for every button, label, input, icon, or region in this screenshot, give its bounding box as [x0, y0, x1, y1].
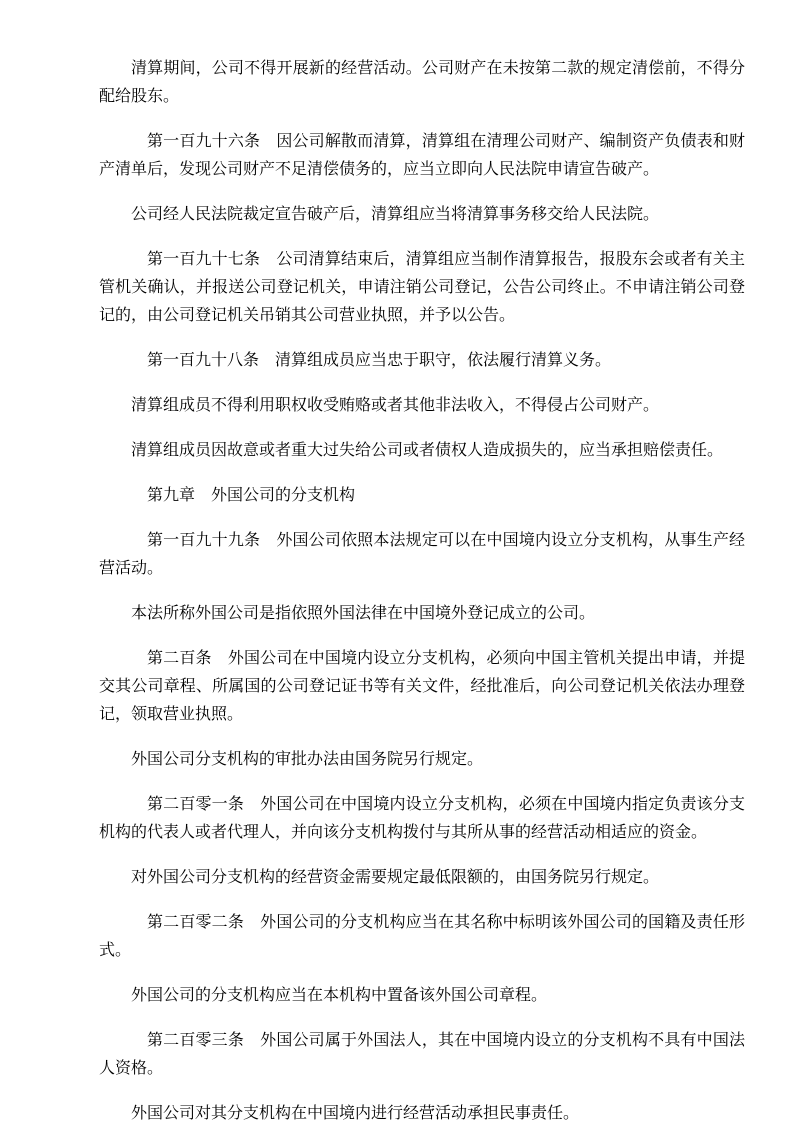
paragraph-compensation-liability: 清算组成员因故意或者重大过失给公司或者债权人造成损失的，应当承担赔偿责任。 — [131, 440, 724, 459]
paragraph-bankruptcy-transfer: 公司经人民法院裁定宣告破产后，清算组应当将清算事务移交给人民法院。 — [131, 204, 660, 223]
paragraph-article-199: 第一百九十九条 外国公司依照本法规定可以在中国境内设立分支机构，从事生产经营活动。 — [99, 530, 745, 577]
paragraph-approval-measures: 外国公司分支机构的审批办法由国务院另行规定。 — [131, 749, 484, 768]
paragraph-minimum-capital: 对外国公司分支机构的经营资金需要规定最低限额的，由国务院另行规定。 — [131, 867, 660, 886]
paragraph-article-203: 第二百零三条 外国公司属于外国法人，其在中国境内设立的分支机构不具有中国法人资格。 — [99, 1030, 745, 1077]
paragraph-article-196: 第一百九十六条 因公司解散而清算，清算组在清理公司财产、编制资产负债表和财产清单后，发现公司财产不足清偿债务的，应当立即向人民法院申请宣告破产。 — [99, 131, 745, 178]
chapter-heading-9: 第九章 外国公司的分支机构 — [147, 485, 356, 504]
paragraph-article-198: 第一百九十八条 清算组成员应当忠于职守，依法履行清算义务。 — [147, 350, 612, 369]
paragraph-article-200: 第二百条 外国公司在中国境内设立分支机构，必须向中国主管机关提出申请，并提交其公司章程、所属国的公司登记证书等有关文件，经批准后，向公司登记机关依法办理登记，领取营业执照。 — [99, 648, 745, 723]
paragraph-foreign-company-definition: 本法所称外国公司是指依照外国法律在中国境外登记成立的公司。 — [131, 603, 596, 622]
paragraph-article-197: 第一百九十七条 公司清算结束后，清算组应当制作清算报告，报股东会或者有关主管机关确认，并报送公司登记机关，申请注销公司登记，公告公司终止。不申请注销公司登记的，由公司登记机关吊销其公司营业执照，并予以公告。 — [99, 249, 745, 324]
paragraph-articles-of-association: 外国公司的分支机构应当在本机构中置备该外国公司章程。 — [131, 985, 548, 1004]
paragraph-article-201: 第二百零一条 外国公司在中国境内设立分支机构，必须在中国境内指定负责该分支机构的代表人或者代理人，并向该分支机构拨付与其所从事的经营活动相适应的资金。 — [99, 794, 745, 841]
paragraph-civil-liability: 外国公司对其分支机构在中国境内进行经营活动承担民事责任。 — [131, 1103, 580, 1122]
document-page — [99, 54, 745, 1144]
paragraph-liquidation-period: 清算期间，公司不得开展新的经营活动。公司财产在未按第二款的规定清偿前，不得分配给股东。 — [99, 58, 745, 105]
paragraph-no-bribery: 清算组成员不得利用职权收受贿赂或者其他非法收入，不得侵占公司财产。 — [131, 395, 660, 414]
paragraph-article-202: 第二百零二条 外国公司的分支机构应当在其名称中标明该外国公司的国籍及责任形式。 — [99, 912, 745, 959]
